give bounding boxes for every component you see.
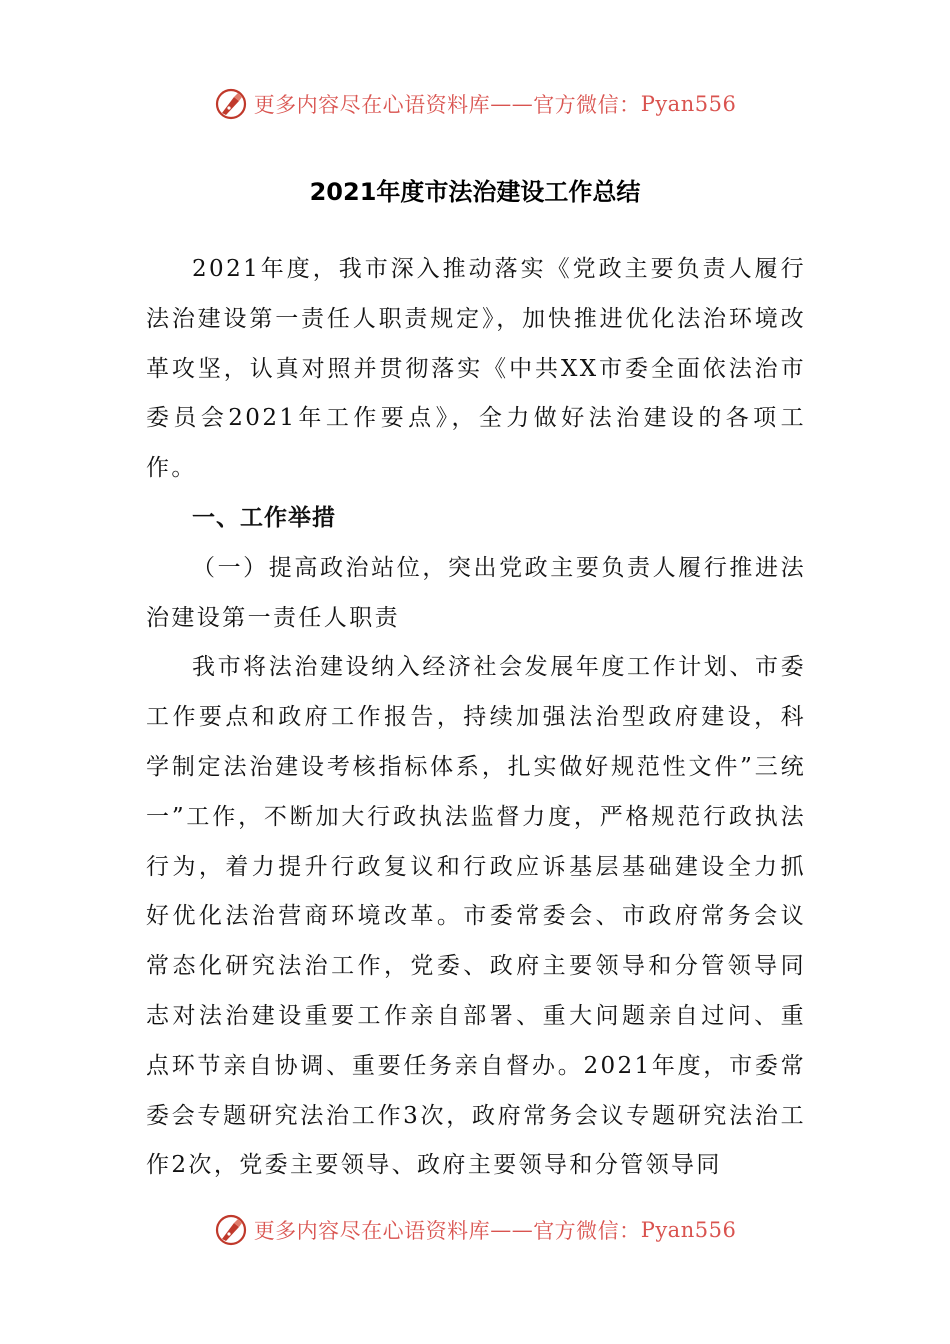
watermark-wechat-label: 官方微信： xyxy=(533,1219,641,1243)
watermark-dash: —— xyxy=(490,1218,534,1242)
paragraph-intro: 2021年度，我市深入推动落实《党政主要负责人履行法治建设第一责任人职责规定》，加快推进优化法治环境改革攻坚，认真对照并贯彻落实《中共XX市委全面依法治市委员会2021年工作要点》，全力做好法治建设的各项工作。 xyxy=(146,256,806,482)
watermark-brand-text: 更多内容尽在心语资料库 xyxy=(253,93,491,117)
watermark-brand-text: 更多内容尽在心语资料库 xyxy=(253,1219,491,1243)
watermark-wechat-id: Pyan556 xyxy=(640,92,737,116)
watermark-wechat-label: 官方微信： xyxy=(533,93,641,117)
watermark-banner-bottom xyxy=(0,1210,950,1250)
pen-nib-icon xyxy=(214,87,248,121)
watermark-dash: —— xyxy=(490,92,534,116)
paragraph-body: 我市将法治建设纳入经济社会发展年度工作计划、市委工作要点和政府工作报告，持续加强法治型政府建设，科学制定法治建设考核指标体系，扎实做好规范性文件”三统一”工作，不断加大行政执法监督力度，严格规范行政执法行为，着力提升行政复议和行政应诉基层基础建设全力抓好优化法治营商环境改革。市委常委会、市政府常务会议常态化研究法治工作，党委、政府主要领导和分管领导同志对法治建设重要工作亲自部署、重大问题亲自过问、重点环节亲自协调、重要任务亲自督办。2021年度，市委常委会专题研究法治工作3次，政府常务会议专题研究法治工作2次，党委主要领导、政府主要领导和分管领导同 xyxy=(146,654,806,1179)
watermark-banner-top xyxy=(0,84,950,124)
pen-nib-icon xyxy=(214,1213,248,1247)
section-heading: 一、工作举措 xyxy=(192,504,336,531)
watermark-wechat-id: Pyan556 xyxy=(640,1218,737,1242)
subsection-heading: （一）提高政治站位，突出党政主要负责人履行推进法治建设第一责任人职责 xyxy=(146,554,806,631)
document-title: 2021年度市法治建设工作总结 xyxy=(309,178,641,206)
document-body xyxy=(146,245,806,1191)
